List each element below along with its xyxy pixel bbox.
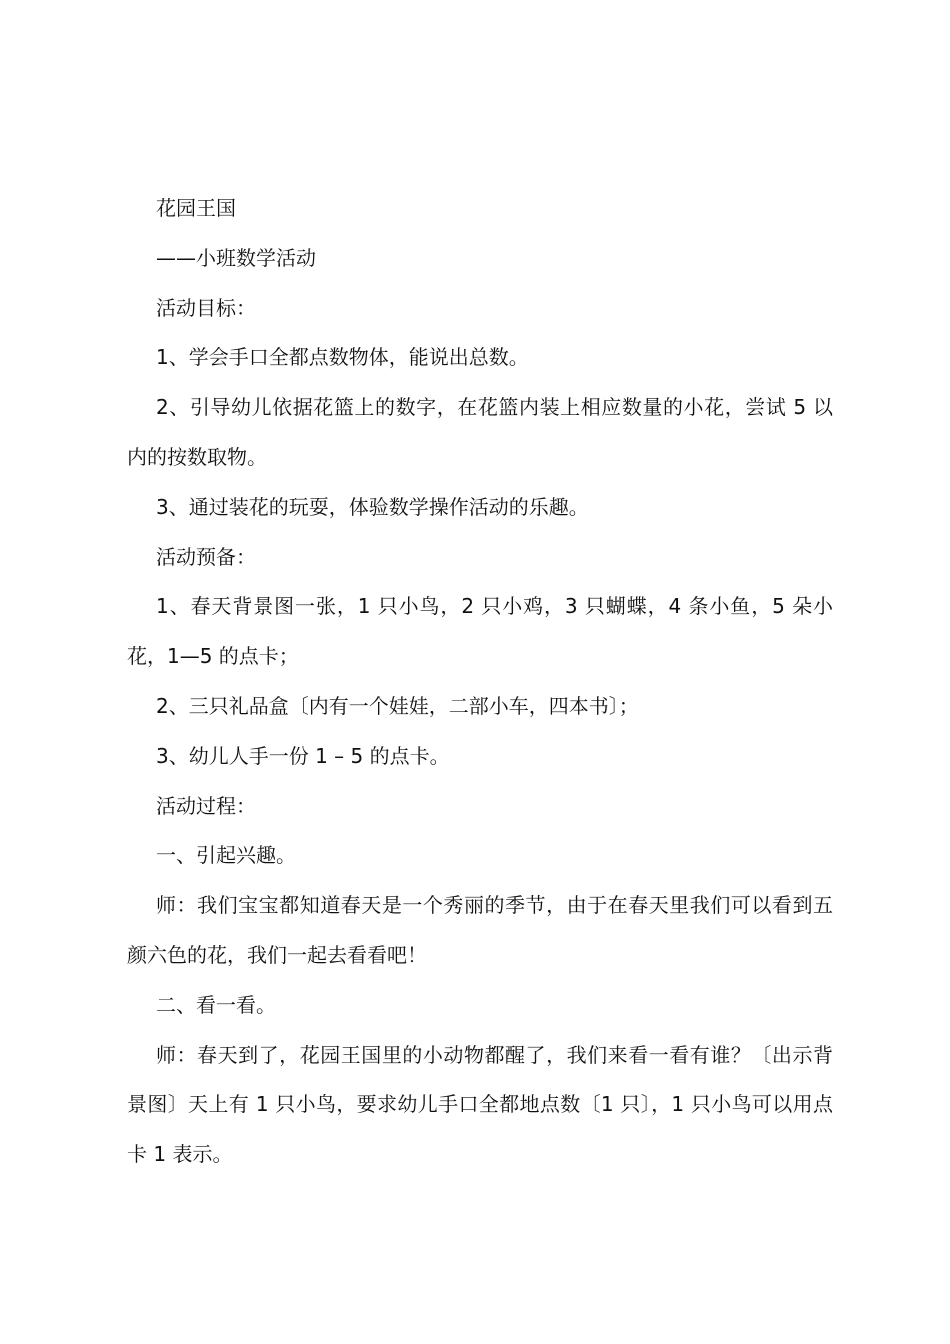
section-heading-process: 活动过程：	[156, 793, 256, 818]
goal-item-3: 3、通过装花的玩耍，体验数学操作活动的乐趣。	[156, 494, 589, 519]
preparation-item-2: 2、三只礼品盒〔内有一个娃娃，二部小车，四本书〕；	[156, 693, 639, 718]
document-title: 花园王国	[156, 196, 236, 220]
preparation-item-1: 1、春天背景图一张，1 只小鸟，2 只小鸡，3 只蝴蝶，4 条小鱼，5 朵小花，1—5 的点卡；	[127, 594, 833, 669]
section-heading-goals: 活动目标：	[156, 295, 256, 320]
preparation-item-3: 3、幼儿人手一份 1 – 5 的点卡。	[156, 743, 450, 768]
goal-item-2: 2、引导幼儿依据花篮上的数字，在花篮内装上相应数量的小花，尝试 5 以内的按数取物。	[127, 395, 833, 469]
document-body	[127, 184, 833, 1180]
section-heading-preparation: 活动预备：	[156, 544, 256, 569]
process-step-1-text: 师：我们宝宝都知道春天是一个秀丽的季节，由于在春天里我们可以看到五颜六色的花，我们一起去看看吧！	[127, 893, 833, 967]
goal-item-1: 1、学会手口全都点数物体，能说出总数。	[156, 345, 529, 370]
process-step-1-heading: 一、引起兴趣。	[156, 843, 296, 868]
process-step-2-heading: 二、看一看。	[156, 992, 276, 1017]
process-step-2-text: 师：春天到了，花园王国里的小动物都醒了，我们来看一看有谁？〔出示背景图〕天上有 1 只小鸟，要求幼儿手口全都地点数〔1 只〕，1 只小鸟可以用点卡 1 表示。	[127, 1042, 833, 1167]
document-subtitle: ——小班数学活动	[156, 245, 316, 270]
